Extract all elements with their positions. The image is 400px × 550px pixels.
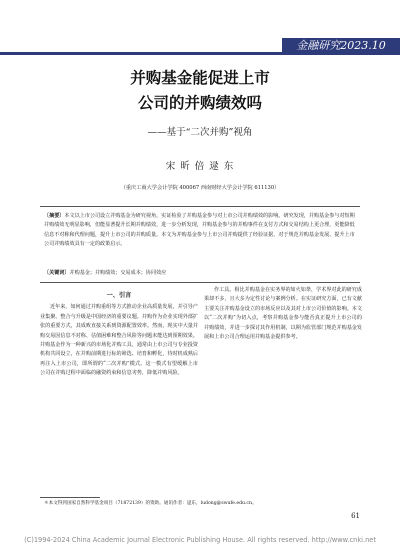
abstract [44,212,356,258]
affiliation: （重庆工商大学会计学院 400067 西南财经大学会计学院 611130） [120,185,280,191]
body-column-right [204,286,362,486]
body-paragraph: 近年来，如何通过并购重组等方式推动企业高质量发展，并引导产业集聚、整合与升级是中国经济的重要议题。并购作为企业实现外部扩张的重要方式，其成败直接关系到资源配置效率。然而，现实中大量并购交易因信息不对称、估值困难和整合风险等问题未能达到预期效果。并购基金作为一种新兴的市场化并购工具，通常由上市公司与专业投资机构共同设立，在并购前期进行标的筛选、培育和孵化，待时机成熟后再注入上市公司，即所谓的“二次并购”模式。这一模式有望缓解上市公司在并购过程中面临的融资约束和信息劣势，降低并购风险。 [40,304,198,377]
keywords-text: 并购基金；并购绩效；交易成本；协同效应 [69,270,167,276]
page-number: 61 [351,512,360,520]
authors: 宋 昕 倍 逯 东 [165,161,235,172]
abstract-top-rule [40,206,360,207]
abstract-text: 本文以上市公司设立并购基金为研究视角，实证检验了并购基金参与对上市公司并购绩效的影响。研究发现，并购基金参与对短期并购绩效无明显影响，但能显著提升长期并购绩效，进一步分析发现，并购基金参与的并购事件在支付方式和交易结构上更合理，更能降低信息不对称和代理问题，提升上市公司的并购质量。本文为并购基金参与上市公司并购提供了经验证据，对于规范并购基金发展、提升上市公司并购绩效具有一定的政策启示。 [44,213,355,248]
article-title-line-2: 公司的并购绩效吗 [137,94,262,112]
article-subtitle: ——基于“二次并购”视角 [147,127,253,138]
abstract-label: 〔摘要〕 [44,213,65,219]
copyright-notice: (C)1994-2024 China Academic Journal Electronic Publishing House. All rights reserved. http://www.cnki.net [24,536,376,544]
abstract-bottom-rule [40,282,360,283]
article-title-line-1: 并购基金能促进上市 [130,69,270,87]
footnote-rule [40,497,100,498]
journal-label: 金融研究2023.10 [282,38,400,54]
footnote: ＊本文得到国家自然科学基金项目（71872139）的资助。通讯作者：逯东，ludong@swufe.edu.cn。 [44,501,257,506]
section-heading-intro: 一、引言 [106,292,132,299]
keywords [44,269,356,276]
body-paragraph: 作工具。相比并购基金在实务界的如火如荼，学术界对此的研究成果却不多，且大多为定性讨论与案例分析。在实证研究方面，已有文献主要关注并购基金设立的市场反应以及其对上市公司价值的影响。本文以“二次并购”为切入点，考察并购基金参与能否真正提升上市公司的并购绩效，并进一步探讨其作用机制，以期为监管部门规范并购基金发展和上市公司合理运用并购基金提供参考。 [204,287,362,341]
keywords-label: 〔关键词〕 [44,270,70,276]
body-column-left [40,286,198,486]
